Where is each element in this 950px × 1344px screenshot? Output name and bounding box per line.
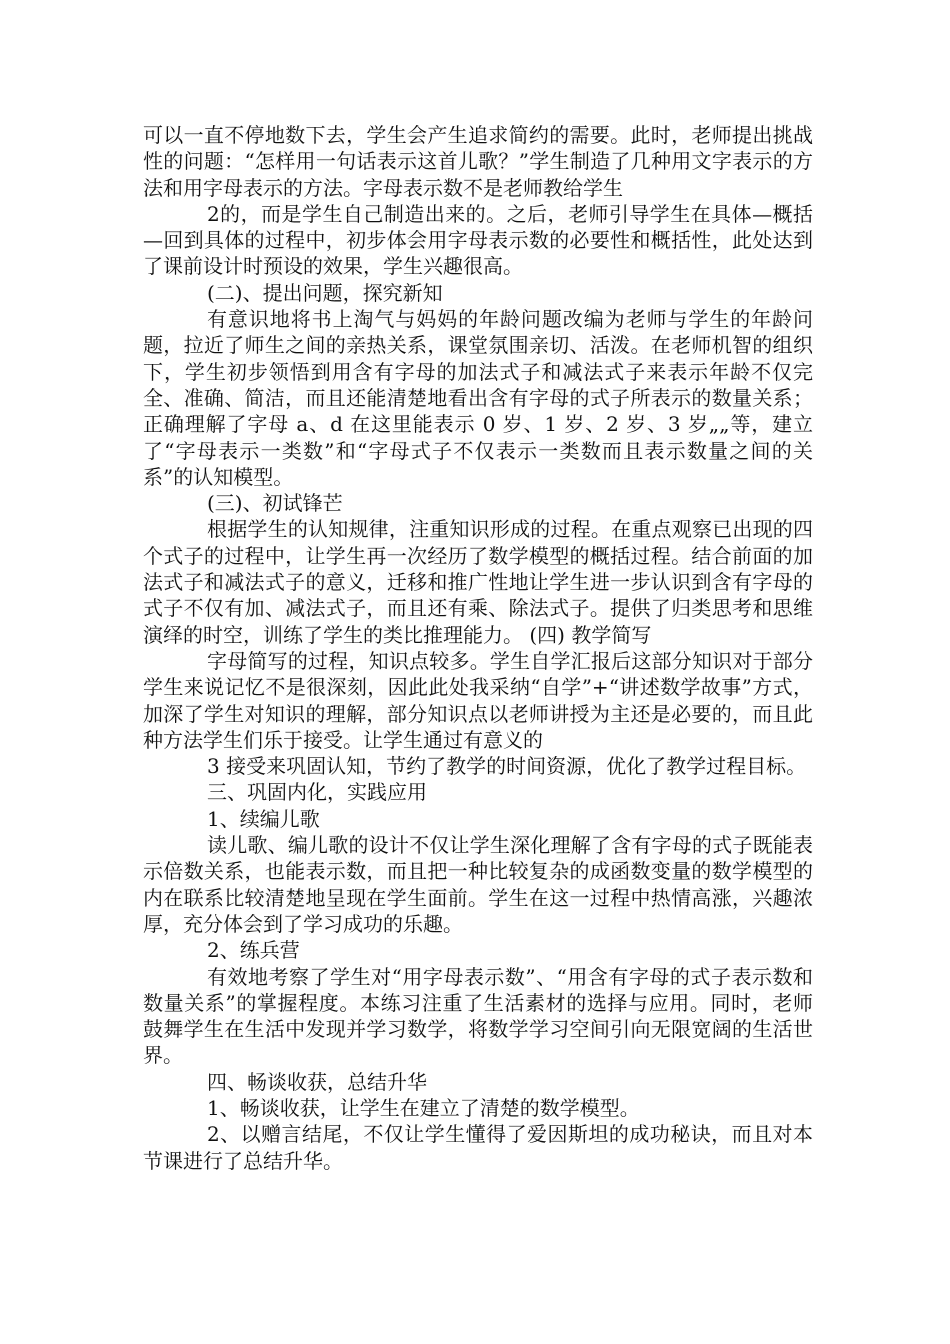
section-heading-2: (二)、提出问题，探究新知 (207, 280, 443, 305)
section-heading-3: (三)、初试锋芒 (207, 491, 343, 516)
sub-heading-1: 1、续编儿歌 (207, 806, 320, 831)
section-heading-four: 四、畅谈收获，总结升华 (207, 1069, 427, 1094)
paragraph-6: 3 接受来巩固认知，节约了教学的时间资源，优化了教学过程目标。 (207, 754, 807, 779)
paragraph-10: 2、以赠言结尾，不仅让学生懂得了爱因斯坦的成功秘诀，而且对本节课进行了总结升华。 (143, 1122, 813, 1173)
paragraph-5: 字母简写的过程，知识点较多。学生自学汇报后这部分知识对于部分学生来说记忆不是很深刻，因此此处我采纳“自学”+“讲述数学故事”方式，加深了学生对知识的理解，部分知识点以老师讲授为主还是必要的，而且此种方法学生们乐于接受。让学生通过有意义的 (143, 648, 813, 752)
paragraph-3: 有意识地将书上淘气与妈妈的年龄问题改编为老师与学生的年龄问题，拉近了师生之间的亲热关系，课堂氛围亲切、活泼。在老师机智的组织下，学生初步领悟到用含有字母的加法式子和减法式子来表示年龄不仅完全、准确、简洁，而且还能清楚地看出含有字母的式子所表示的数量关系；正确理解了字母 a、d 在这里能表示 0 岁、1 岁、2 岁、3 岁„„等，建立了“字母表示一类数”和“字母式子不仅表示一类数而且表示数量之间的关系”的认知模型。 (143, 307, 813, 489)
paragraph-1: 可以一直不停地数下去，学生会产生追求简约的需要。此时，老师提出挑战性的问题：“怎样用一句话表示这首儿歌？”学生制造了几种用文字表示的方法和用字母表示的方法。字母表示数不是老师教给学生 (143, 123, 813, 200)
paragraph-4: 根据学生的认知规律，注重知识形成的过程。在重点观察已出现的四个式子的过程中，让学生再一次经历了数学模型的概括过程。结合前面的加法式子和减法式子的意义，迁移和推广性地让学生进一步认识到含有字母的式子不仅有加、减法式子，而且还有乘、除法式子。提供了归类思考和思维演绎的时空，训练了学生的类比推理能力。 (四) 教学简写 (143, 517, 813, 647)
paragraph-7: 读儿歌、编儿歌的设计不仅让学生深化理解了含有字母的式子既能表示倍数关系，也能表示数，而且把一种比较复杂的成函数变量的数学模型的内在联系比较清楚地呈现在学生面前。学生在这一过程中热情高涨，兴趣浓厚，充分体会到了学习成功的乐趣。 (143, 833, 813, 936)
sub-heading-2: 2、练兵营 (207, 938, 300, 963)
section-heading-three: 三、巩固内化，实践应用 (207, 780, 427, 805)
paragraph-9: 1、畅谈收获，让学生在建立了清楚的数学模型。 (207, 1095, 640, 1120)
paragraph-8: 有效地考察了学生对“用字母表示数”、“用含有字母的式子表示数和数量关系”的掌握程度。本练习注重了生活素材的选择与应用。同时，老师鼓舞学生在生活中发现并学习数学，将数学学习空间引向无限宽阔的生活世界。 (143, 964, 813, 1068)
paragraph-2: 2的，而是学生自己制造出来的。之后，老师引导学生在具体—概括—回到具体的过程中，初步体会用字母表示数的必要性和概括性，此处达到了课前设计时预设的效果，学生兴趣很高。 (143, 201, 813, 279)
document-body (143, 122, 813, 1174)
